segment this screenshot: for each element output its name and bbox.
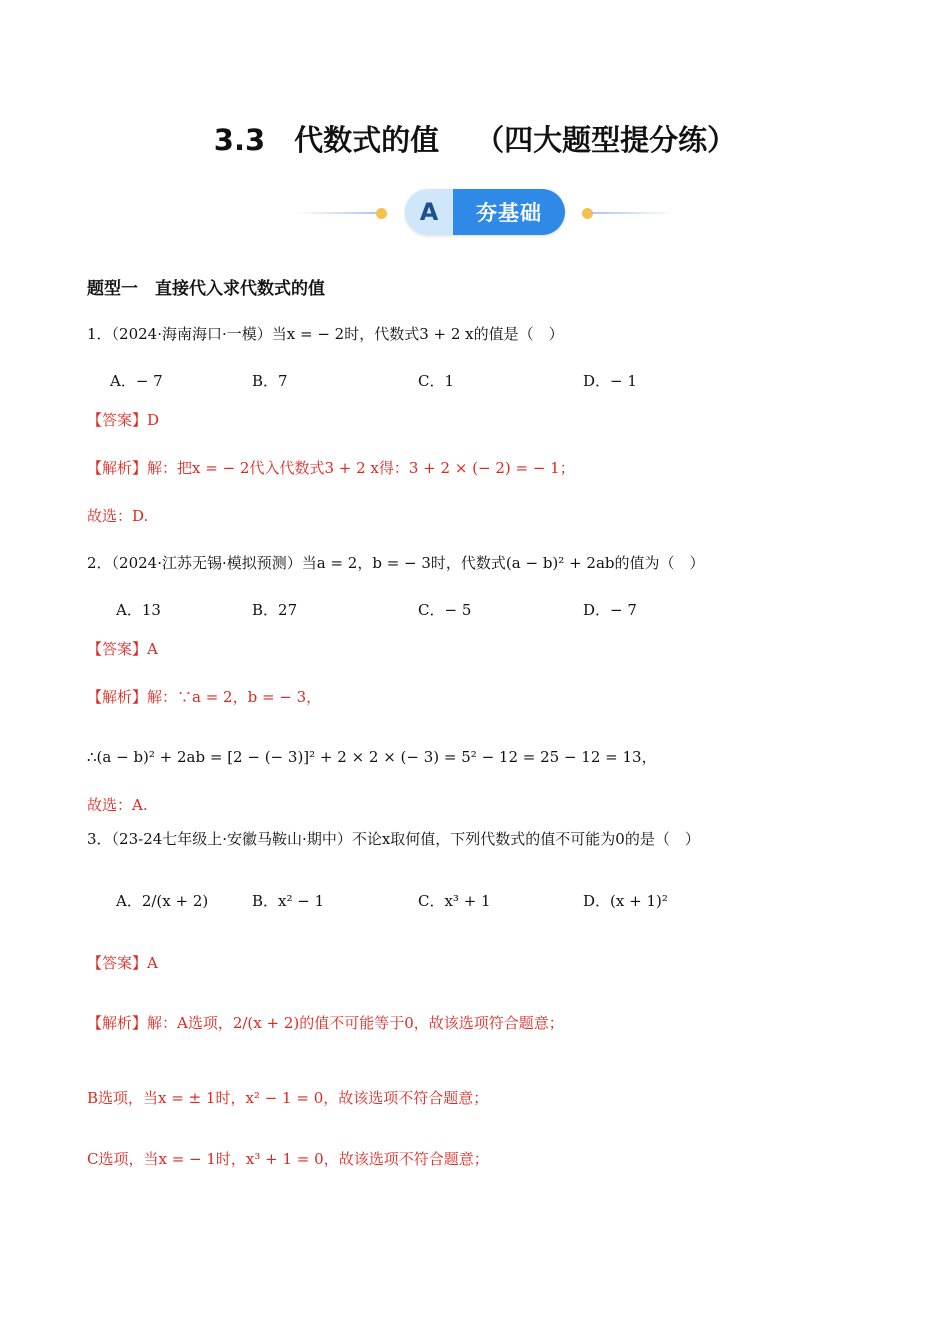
badge-line-left xyxy=(295,212,380,214)
q2-option-d: D．− 7 xyxy=(583,601,637,619)
question-1-stem xyxy=(87,323,564,344)
q2-step: ∴(a − b)² + 2ab = [2 − (− 3)]² + 2 × 2 × (− 3) = 5² − 12 = 25 − 12 = 13， xyxy=(87,748,657,766)
q2-conclusion: 故选：A. xyxy=(87,796,148,814)
q2-option-c: C．− 5 xyxy=(418,601,472,619)
q3-option-a: A．2/(x + 2) xyxy=(116,892,209,910)
question-2-stem: 2．（2024·江苏无锡·模拟预测）当a = 2，b = − 3时，代数式(a − b)² + 2ab的值为（ ） xyxy=(87,554,705,572)
q1-conclusion: 故选：D. xyxy=(87,507,149,525)
badge-dot-left xyxy=(376,208,387,219)
badge-line-right xyxy=(590,212,675,214)
q1-option-d: D．− 1 xyxy=(583,372,637,390)
q3-option-d: D．(x + 1)² xyxy=(583,892,668,910)
title-main: 3.3 代数式的值 xyxy=(213,123,440,157)
badge-label: 夯基础 xyxy=(453,189,565,235)
q3-option-c: C．x³ + 1 xyxy=(418,892,491,910)
question-3-stem: 3．（23-24七年级上·安徽马鞍山·期中）不论x取何值，下列代数式的值不可能为0的是（ ） xyxy=(87,830,700,848)
q3-analysis-a: 【解析】解：A选项，2/(x + 2)的值不可能等于0，故该选项符合题意； xyxy=(87,1014,564,1032)
q3-analysis-c: C选项，当x = − 1时，x³ + 1 = 0，故该选项不符合题意； xyxy=(87,1150,489,1168)
q1-analysis: 【解析】解：把x = − 2代入代数式3 + 2 x得：3 + 2 × (− 2) = − 1； xyxy=(87,459,575,477)
q1-option-b: B．7 xyxy=(252,372,288,390)
level-badge xyxy=(405,189,565,235)
q2-option-a: A．13 xyxy=(116,601,161,619)
q1-option-c: C．1 xyxy=(418,372,455,390)
q1-answer: 【答案】D xyxy=(87,411,160,429)
q3-analysis-b: B选项，当x = ± 1时，x² − 1 = 0，故该选项不符合题意； xyxy=(87,1089,489,1107)
q3-answer: 【答案】A xyxy=(87,954,158,972)
q2-analysis: 【解析】解：∵a = 2，b = − 3， xyxy=(87,688,322,706)
title-sub: （四大题型提分练） xyxy=(475,123,737,157)
q2-option-b: B．27 xyxy=(252,601,298,619)
q1-option-a: A．− 7 xyxy=(110,372,163,390)
q3-option-b: B．x² − 1 xyxy=(252,892,325,910)
q2-answer: 【答案】A xyxy=(87,640,158,658)
q1-stem-text: 1．（2024·海南海口·一模）当x = − 2时，代数式3 + 2 x的值是（ ） xyxy=(87,325,564,343)
section-heading: 题型一 直接代入求代数式的值 xyxy=(87,279,325,299)
badge-letter: A xyxy=(405,189,453,235)
page-title xyxy=(0,118,950,159)
